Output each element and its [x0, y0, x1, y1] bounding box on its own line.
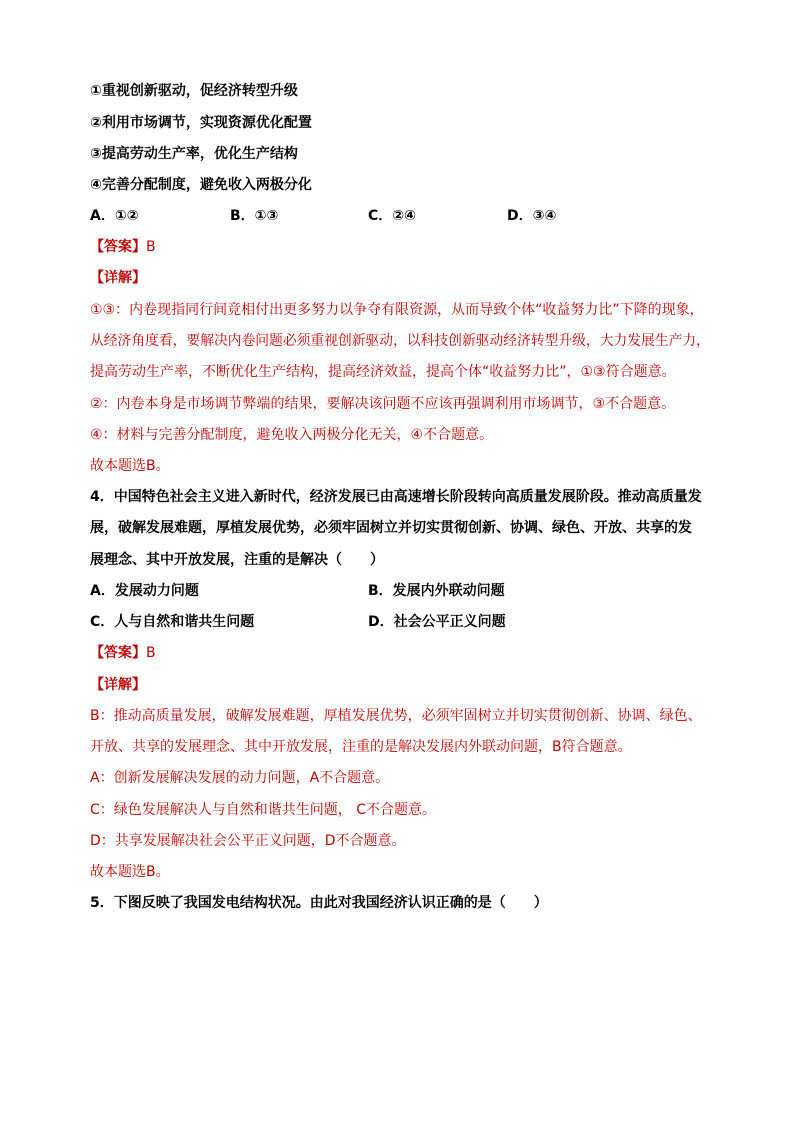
q3-answer-label: 【答案】: [90, 239, 146, 255]
q4-stem-line-3: 展理念、其中开放发展，注重的是解决（ ）: [90, 552, 384, 568]
q4-answer-value: B: [146, 645, 156, 661]
q3-option-a: A．①②: [90, 208, 139, 224]
q4-stem-line-1: 4．中国特色社会主义进入新时代，经济发展已由高速增长阶段转向高质量发展阶段。推动高质量发: [90, 489, 702, 505]
q3-statement-3: ③提高劳动生产率，优化生产结构: [90, 146, 298, 162]
q3-option-d: D．③④: [507, 208, 557, 224]
q4-option-d: D．社会公平正义问题: [368, 614, 506, 630]
q3-detail-line-4: ②：内卷本身是市场调节弊端的结果，要解决该问题不应该再强调利用市场调节，③不合题意。: [90, 396, 676, 412]
q4-conclusion: 故本题选B。: [90, 864, 170, 880]
q3-answer: [90, 237, 710, 257]
q3-option-b: B．①③: [230, 208, 279, 224]
q4-detail-line-4: C：绿色发展解决人与自然和谐共生问题， C不合题意。: [90, 802, 436, 818]
q3-statement-2: ②利用市场调节，实现资源优化配置: [90, 115, 312, 131]
q4-answer-label: 【答案】: [90, 645, 146, 661]
q3-statement-4: ④完善分配制度，避免收入两极分化: [90, 177, 312, 193]
q4-option-a: A．发展动力问题: [90, 583, 199, 599]
q4-option-b: B．发展内外联动问题: [368, 583, 505, 599]
q3-option-c: C．②④: [368, 208, 416, 224]
q3-answer-value: B: [146, 239, 156, 255]
q4-answer: [90, 643, 710, 663]
q3-detail-line-1: ①③：内卷现指同行间竞相付出更多努力以争夺有限资源，从而导致个体“收益努力比”下降的现象，: [90, 302, 704, 318]
q3-detail-line-3: 提高劳动生产率，不断优化生产结构，提高经济效益，提高个体“收益努力比”，①③符合题意。: [90, 364, 676, 380]
q3-conclusion: 故本题选B。: [90, 458, 170, 474]
q5-stem: 5．下图反映了我国发电结构状况。由此对我国经济认识正确的是（ ）: [90, 895, 548, 911]
q4-detail-line-1: B：推动高质量发展，破解发展难题，厚植发展优势，必须牢固树立并切实贯彻创新、协调、绿色、: [90, 708, 702, 724]
q4-detail-line-2: 开放、共享的发展理念、其中开放发展，注重的是解决发展内外联动问题，B符合题意。: [90, 739, 632, 755]
q3-detail-label: 【详解】: [90, 270, 146, 286]
q3-statement-1: ①重视创新驱动，促经济转型升级: [90, 83, 298, 99]
q4-stem-line-2: 展，破解发展难题，厚植发展优势，必须牢固树立并切实贯彻创新、协调、绿色、开放、共享的发: [90, 520, 692, 536]
q4-option-c: C．人与自然和谐共生问题: [90, 614, 255, 630]
q4-detail-line-5: D：共享发展解决社会公平正义问题，D不合题意。: [90, 833, 406, 849]
q4-detail-line-3: A：创新发展解决发展的动力问题，A不合题意。: [90, 770, 390, 786]
q4-detail-label: 【详解】: [90, 677, 146, 693]
q3-detail-line-2: 从经济角度看，要解决内卷问题必须重视创新驱动，以科技创新驱动经济转型升级，大力发展生产力，: [90, 333, 710, 349]
q3-detail-line-5: ④：材料与完善分配制度，避免收入两极分化无关，④不合题意。: [90, 427, 494, 443]
